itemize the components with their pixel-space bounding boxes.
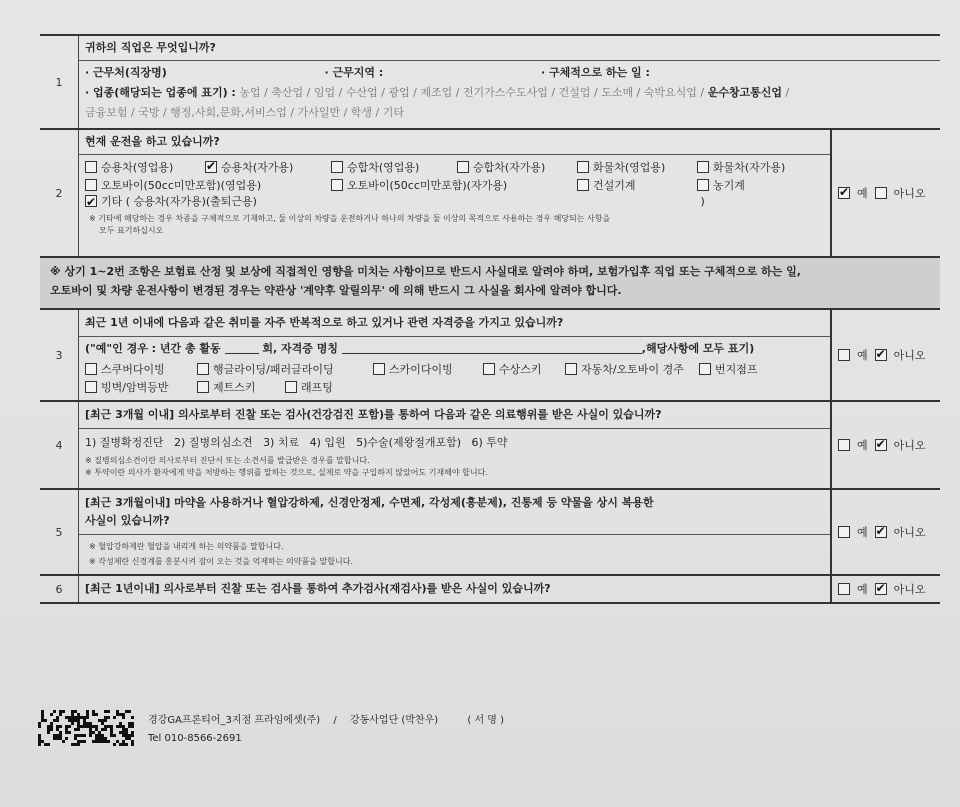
license-name-field[interactable] bbox=[342, 341, 642, 354]
job-fields-line bbox=[79, 63, 940, 83]
region-label: · 근무지역 : bbox=[324, 66, 384, 79]
hobby-options-row-1 bbox=[79, 361, 830, 377]
yes-label: 예 bbox=[857, 439, 868, 452]
checkbox-checked[interactable] bbox=[85, 195, 97, 207]
no-checkbox-checked[interactable] bbox=[875, 439, 887, 451]
question-row-2 bbox=[40, 130, 940, 258]
medical-notes bbox=[79, 453, 830, 481]
option-racing[interactable] bbox=[565, 361, 699, 377]
answer-yes-no bbox=[832, 130, 940, 256]
option-jet-ski[interactable] bbox=[197, 379, 285, 395]
industry-selected: 운수창고통신업 bbox=[707, 86, 783, 99]
footer-agency-line bbox=[148, 711, 504, 726]
industry-line bbox=[79, 83, 940, 103]
hobby-detail-line bbox=[79, 339, 830, 359]
checkbox[interactable] bbox=[457, 161, 469, 173]
question-number: 3 bbox=[55, 348, 63, 362]
yes-checkbox[interactable] bbox=[838, 583, 850, 595]
industry-list-2: 금융보험 / 국방 / 행정,사회,문화,서비스업 / 가사일반 / 학생 / 기타 bbox=[85, 106, 405, 119]
footer-separator: / bbox=[333, 715, 337, 726]
option-scuba-diving[interactable] bbox=[85, 361, 197, 377]
no-label: 아니오 bbox=[893, 349, 926, 362]
question-title-line-1: [최근 3개월이내] 마약을 사용하거나 혈압강하제, 신경안정제, 수면제, 각성제(흥분제), 진통제 등 약물을 상시 복용한 bbox=[85, 496, 654, 509]
option-water-ski[interactable] bbox=[483, 361, 565, 377]
option-van-business[interactable] bbox=[331, 159, 457, 175]
option-label: 제트스키 bbox=[213, 381, 256, 394]
no-label: 아니오 bbox=[893, 526, 926, 539]
question-number: 5 bbox=[55, 525, 63, 539]
detail-license-label: 회, 자격증 명칭 bbox=[262, 342, 338, 355]
question-title-line-2: 사실이 있습니까? bbox=[85, 514, 170, 527]
vehicle-options-row-1 bbox=[79, 159, 830, 175]
checkbox[interactable] bbox=[331, 161, 343, 173]
yes-label: 예 bbox=[857, 349, 868, 362]
question-row-4 bbox=[40, 402, 940, 490]
no-checkbox-checked[interactable] bbox=[875, 583, 887, 595]
option-label: 수상스키 bbox=[499, 363, 542, 376]
footer-tel: Tel 010-8566-2691 bbox=[148, 733, 242, 744]
industry-list: 농업 / 축산업 / 임업 / 수산업 / 광업 / 제조업 / 전기가스수도사업 / 건설업 / 도소매 / 숙박요식업 / bbox=[239, 86, 705, 99]
checkbox[interactable] bbox=[85, 161, 97, 173]
hobby-block bbox=[79, 336, 830, 395]
answer-yes-no bbox=[832, 576, 940, 602]
option-label: 행글라이딩/패러글라이딩 bbox=[213, 363, 334, 376]
option-sky-diving[interactable] bbox=[373, 361, 483, 377]
option-hang-gliding[interactable] bbox=[197, 361, 373, 377]
note-line: 모두 표기하십시오 bbox=[99, 226, 164, 235]
option-label: 래프팅 bbox=[301, 381, 333, 394]
barcode-icon bbox=[38, 710, 134, 746]
workplace-label: · 근무처(직장명) bbox=[85, 66, 167, 79]
option-label: 빙벽/암벽등반 bbox=[101, 381, 169, 394]
option-label: 오토바이(50cc미만포함)(영업용) bbox=[101, 179, 262, 192]
notice-banner bbox=[40, 258, 940, 310]
note-line: ※ 기타에 해당하는 경우 차종을 구체적으로 기재하고, 둘 이상의 차량을 운전하거나 하나의 차량을 둘 이상의 목적으로 사용하는 경우 해당되는 사항을 bbox=[89, 214, 611, 223]
option-bungee-jump[interactable] bbox=[699, 361, 789, 377]
option-farm-machine[interactable] bbox=[697, 177, 817, 193]
yes-label: 예 bbox=[857, 583, 868, 596]
option-label: 자동차/오토바이 경주 bbox=[581, 363, 684, 376]
option-label: 승용차(자가용) bbox=[221, 161, 294, 174]
question-body bbox=[78, 576, 832, 602]
question-title: [최근 3개월 이내] 의사로부터 진찰 또는 검사(건강검진 포함)를 통하여 다음과 같은 의료행위를 받은 사실이 있습니까? bbox=[85, 408, 662, 421]
answer-yes-no bbox=[832, 310, 940, 400]
option-other[interactable] bbox=[79, 193, 830, 211]
question-body bbox=[78, 130, 832, 256]
team-name: 강동사업단 (박찬우) bbox=[349, 715, 439, 726]
checkbox[interactable] bbox=[565, 363, 577, 375]
option-van-private[interactable] bbox=[457, 159, 577, 175]
option-label: 화물차(영업용) bbox=[593, 161, 666, 174]
no-checkbox[interactable] bbox=[875, 187, 887, 199]
checkbox[interactable] bbox=[699, 363, 711, 375]
questionnaire-table bbox=[40, 34, 940, 604]
checkbox[interactable] bbox=[285, 381, 297, 393]
vehicle-options-row-2 bbox=[79, 177, 830, 193]
checkbox[interactable] bbox=[85, 179, 97, 191]
option-truck-business[interactable] bbox=[577, 159, 697, 175]
checkbox[interactable] bbox=[197, 363, 209, 375]
question-body bbox=[78, 490, 832, 574]
option-truck-private[interactable] bbox=[697, 159, 817, 175]
question-title: [최근 1년이내] 의사로부터 진찰 또는 검사를 통하여 추가검사(재검사)를 받은 사실이 있습니까? bbox=[85, 582, 551, 595]
yes-label: 예 bbox=[857, 187, 868, 200]
checkbox[interactable] bbox=[331, 179, 343, 191]
hobby-options-row-2 bbox=[79, 379, 830, 395]
option-motorcycle-business[interactable] bbox=[85, 177, 331, 193]
option-other-label: 기타 ( 승용차(자가용)(출퇴근용) bbox=[101, 195, 257, 208]
checkbox[interactable] bbox=[483, 363, 495, 375]
option-label: 농기계 bbox=[713, 179, 745, 192]
checkbox[interactable] bbox=[373, 363, 385, 375]
yes-checkbox[interactable] bbox=[838, 439, 850, 451]
duty-label: · 구체적으로 하는 일 : bbox=[540, 66, 650, 79]
note-line: ※ 질병의심소견이란 의사로부터 진단서 또는 소견서를 발급받은 경우를 말합니다. bbox=[85, 456, 370, 465]
no-label: 아니오 bbox=[893, 187, 926, 200]
question-title bbox=[79, 490, 830, 530]
signature-field: ( 서 명 ) bbox=[467, 715, 505, 726]
option-label: 화물차(자가용) bbox=[713, 161, 786, 174]
question-body bbox=[78, 310, 832, 400]
question-title: 최근 1년 이내에 다음과 같은 취미를 자주 반복적으로 하고 있거나 관련 자격증을 가지고 있습니까? bbox=[85, 316, 564, 329]
notice-line-2: 오토바이 및 차량 운전사항이 변경된 경우는 약관상 '계약후 알릴의무' 에 의해 반드시 그 사실을 회사에 알려야 합니다. bbox=[50, 284, 622, 297]
activity-count-field[interactable] bbox=[225, 341, 259, 354]
drug-notes bbox=[79, 534, 830, 568]
job-detail-block bbox=[79, 60, 940, 123]
option-climbing[interactable] bbox=[85, 379, 197, 395]
notice-line-1: ※ 상기 1~2번 조항은 보험료 산정 및 보상에 직접적인 영향을 미치는 사항이므로 반드시 사실대로 알려야 하며, 보험가입후 직업 또는 구체적으로 하는 일, bbox=[50, 265, 801, 278]
answer-yes-no bbox=[832, 490, 940, 574]
detail-suffix: ,해당사항에 모두 표기) bbox=[641, 342, 755, 355]
checkbox[interactable] bbox=[697, 161, 709, 173]
option-construction-machine[interactable] bbox=[577, 177, 697, 193]
question-body bbox=[78, 402, 832, 488]
vehicle-note bbox=[79, 211, 830, 237]
question-number: 4 bbox=[55, 438, 63, 452]
option-sedan-business[interactable] bbox=[85, 159, 205, 175]
detail-activity-label: ("예"인 경우 : 년간 총 활동 bbox=[85, 342, 221, 355]
checkbox[interactable] bbox=[577, 161, 589, 173]
question-row-3 bbox=[40, 310, 940, 402]
vehicle-options-block bbox=[79, 154, 830, 237]
option-label: 번지점프 bbox=[715, 363, 758, 376]
checkbox[interactable] bbox=[577, 179, 589, 191]
question-number: 1 bbox=[55, 75, 63, 89]
question-title: 귀하의 직업은 무엇입니까? bbox=[85, 41, 216, 54]
question-row-6 bbox=[40, 576, 940, 602]
industry-label: · 업종(해당되는 업종에 표기) : bbox=[85, 86, 236, 99]
note-line: ※ 각성제란 신경계를 흥분시켜 잠이 오는 것을 억제하는 의약품을 말합니다. bbox=[89, 557, 353, 566]
option-rafting[interactable] bbox=[285, 379, 385, 395]
medical-block bbox=[79, 428, 830, 481]
option-motorcycle-private[interactable] bbox=[331, 177, 577, 193]
checkbox[interactable] bbox=[697, 179, 709, 191]
question-number: 6 bbox=[55, 582, 63, 596]
note-line: ※ 혈압강하제란 혈압을 내리게 하는 의약품을 말합니다. bbox=[89, 542, 284, 551]
question-number: 2 bbox=[55, 186, 63, 200]
yes-checkbox[interactable] bbox=[838, 349, 850, 361]
question-row-5 bbox=[40, 490, 940, 576]
note-line: ※ 투약이란 의사가 환자에게 약을 처방하는 행위를 말하는 것으로, 실제로 약을 구입하지 않았어도 기재해야 합니다. bbox=[85, 468, 488, 477]
no-label: 아니오 bbox=[893, 439, 926, 452]
option-label: 건설기계 bbox=[593, 179, 636, 192]
option-label: 오토바이(50cc미만포함)(자가용) bbox=[347, 179, 508, 192]
no-checkbox-checked[interactable] bbox=[875, 349, 887, 361]
option-sedan-private[interactable] bbox=[205, 159, 331, 175]
yes-checkbox[interactable] bbox=[838, 526, 850, 538]
yes-label: 예 bbox=[857, 526, 868, 539]
checkbox[interactable] bbox=[85, 381, 97, 393]
question-row-1 bbox=[40, 36, 940, 130]
option-other-close: ) bbox=[700, 195, 705, 208]
answer-yes-no bbox=[832, 402, 940, 488]
no-label: 아니오 bbox=[893, 583, 926, 596]
checkbox[interactable] bbox=[85, 363, 97, 375]
option-label: 승합차(영업용) bbox=[347, 161, 420, 174]
option-label: 승합차(자가용) bbox=[473, 161, 546, 174]
industry-slash: / bbox=[782, 86, 790, 99]
checkbox-checked[interactable] bbox=[205, 161, 217, 173]
option-label: 스쿠버다이빙 bbox=[101, 363, 165, 376]
option-label: 승용차(영업용) bbox=[101, 161, 174, 174]
option-label: 스카이다이빙 bbox=[389, 363, 453, 376]
agency-name: 경강GA프론티어_3지점 프라임에셋(주) bbox=[148, 715, 321, 726]
yes-checkbox-checked[interactable] bbox=[838, 187, 850, 199]
question-title: 현재 운전을 하고 있습니까? bbox=[85, 135, 220, 148]
medical-items: 1) 질병확정진단 2) 질병의심소견 3) 치료 4) 입원 5)수술(제왕절개포함) 6) 투약 bbox=[85, 436, 508, 449]
no-checkbox-checked[interactable] bbox=[875, 526, 887, 538]
question-body bbox=[78, 36, 940, 128]
checkbox[interactable] bbox=[197, 381, 209, 393]
